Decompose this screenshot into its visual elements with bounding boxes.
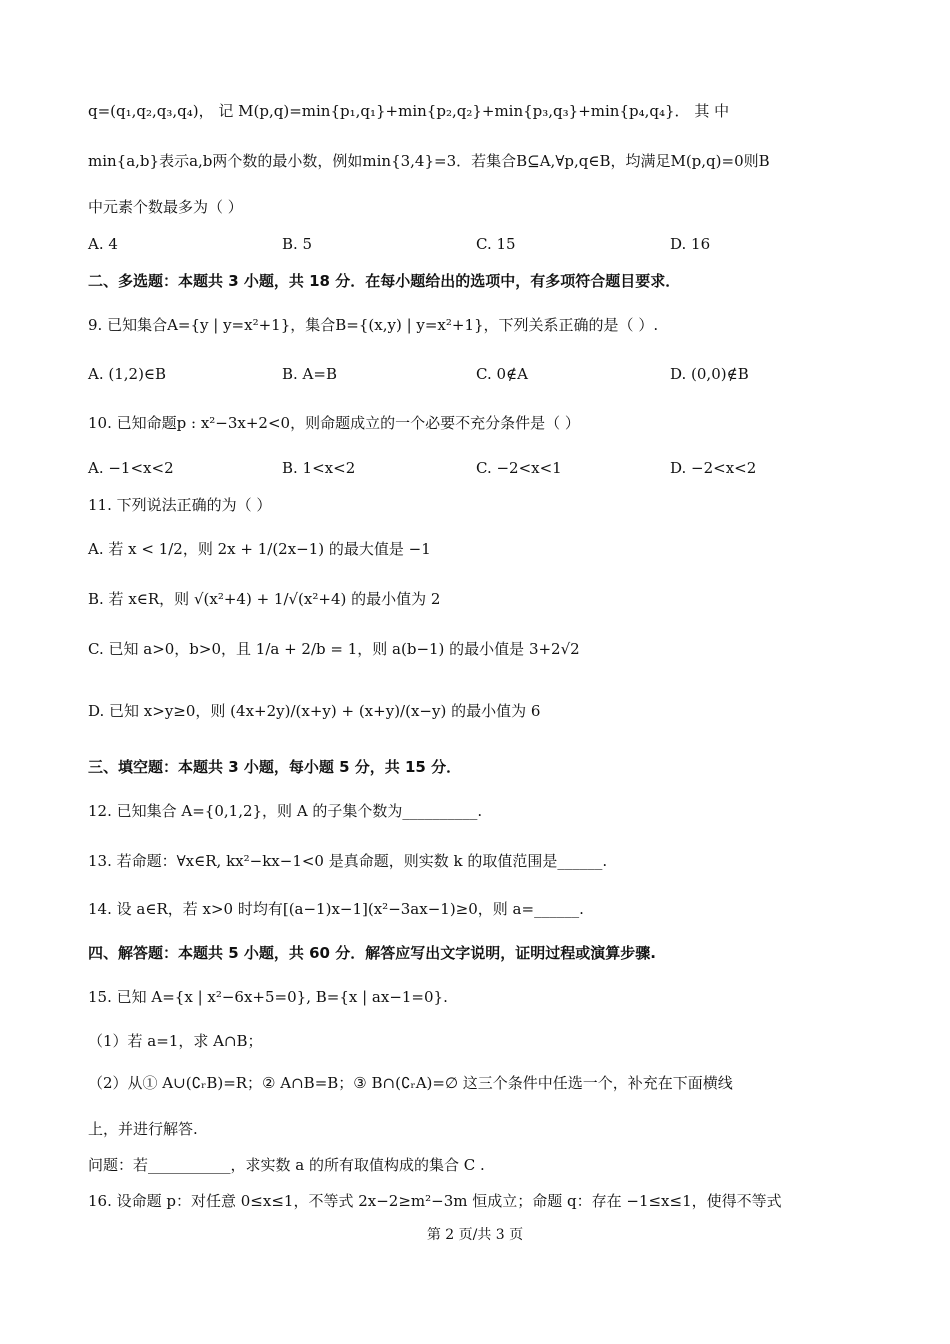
q10-stem: 10. 已知命题p : x²−3x+2<0，则命题成立的一个必要不充分条件是（ ） — [88, 414, 580, 432]
q15-question: 问题：若___________，求实数 a 的所有取值构成的集合 C . — [88, 1156, 485, 1174]
section3-title: 三、填空题：本题共 3 小题，每小题 5 分，共 15 分． — [88, 758, 462, 776]
q11-option-a: A. 若 x < 1/2，则 2x + 1/(2x−1) 的最大值是 −1 — [88, 540, 431, 558]
q9-option-d: D. (0,0)∉B — [670, 365, 749, 383]
q11-option-c: C. 已知 a>0，b>0，且 1/a + 2/b = 1，则 a(b−1) 的最小值是 3+2√2 — [88, 640, 580, 658]
q14: 14. 设 a∈R，若 x>0 时均有[(a−1)x−1](x²−3ax−1)≥0，则 a=______. — [88, 900, 584, 918]
q10-option-a: A. −1<x<2 — [88, 459, 174, 477]
page-footer: 第 2 页/共 3 页 — [426, 1227, 524, 1243]
q12: 12. 已知集合 A={0,1,2}，则 A 的子集个数为__________. — [88, 802, 483, 820]
q11-stem: 11. 下列说法正确的为（ ） — [88, 496, 272, 514]
q8-option-d: D. 16 — [670, 235, 711, 253]
q15-part2-continued: 上，并进行解答. — [88, 1120, 198, 1138]
q15-stem: 15. 已知 A={x | x²−6x+5=0}, B={x | ax−1=0}. — [88, 988, 448, 1006]
q11-option-d: D. 已知 x>y≥0，则 (4x+2y)/(x+y) + (x+y)/(x−y) 的最小值为 6 — [88, 702, 541, 720]
q9-stem: 9. 已知集合A={y | y=x²+1}，集合B={(x,y) | y=x²+1}，下列关系正确的是（ ）. — [88, 316, 659, 334]
q9-options — [88, 362, 878, 386]
q15-part1: （1）若 a=1，求 A∩B； — [88, 1032, 263, 1050]
q8-option-a: A. 4 — [88, 235, 118, 253]
q16-stem: 16. 设命题 p：对任意 0≤x≤1，不等式 2x−2≥m²−3m 恒成立；命题 q：存在 −1≤x≤1，使得不等式 — [88, 1192, 782, 1210]
q10-option-b: B. 1<x<2 — [282, 459, 356, 477]
q8-line2: min{a,b}表示a,b两个数的最小数，例如min{3,4}=3．若集合B⊆A,∀p,q∈B，均满足M(p,q)=0则B — [88, 152, 770, 170]
section2-title: 二、多选题：本题共 3 小题，共 18 分．在每小题给出的选项中，有多项符合题目要求． — [88, 272, 681, 290]
q9-option-c: C. 0∉A — [476, 365, 528, 383]
q8-options — [88, 232, 878, 256]
q10-option-d: D. −2<x<2 — [670, 459, 757, 477]
q15-part2: （2）从① A∪(∁ᵣB)=R；② A∩B=B；③ B∩(∁ᵣA)=∅ 这三个条件中任选一个，补充在下面横线 — [88, 1074, 733, 1092]
q8-line1: q=(q₁,q₂,q₃,q₄)， 记 M(p,q)=min{p₁,q₁}+min{p₂,q₂}+min{p₃,q₃}+min{p₄,q₄}． 其 中 — [88, 102, 730, 120]
q8-option-c: C. 15 — [476, 235, 516, 253]
q9-option-a: A. (1,2)∈B — [88, 365, 167, 383]
q11-option-b: B. 若 x∈R，则 √(x²+4) + 1/√(x²+4) 的最小值为 2 — [88, 590, 441, 608]
q10-options — [88, 456, 878, 480]
q13: 13. 若命题：∀x∈R, kx²−kx−1<0 是真命题，则实数 k 的取值范围是______. — [88, 852, 608, 870]
section4-title: 四、解答题：本题共 5 小题，共 60 分．解答应写出文字说明，证明过程或演算步骤. — [88, 944, 656, 962]
q10-option-c: C. −2<x<1 — [476, 459, 562, 477]
q8-line3: 中元素个数最多为（ ） — [88, 198, 243, 216]
q8-option-b: B. 5 — [282, 235, 313, 253]
q9-option-b: B. A=B — [282, 365, 337, 383]
